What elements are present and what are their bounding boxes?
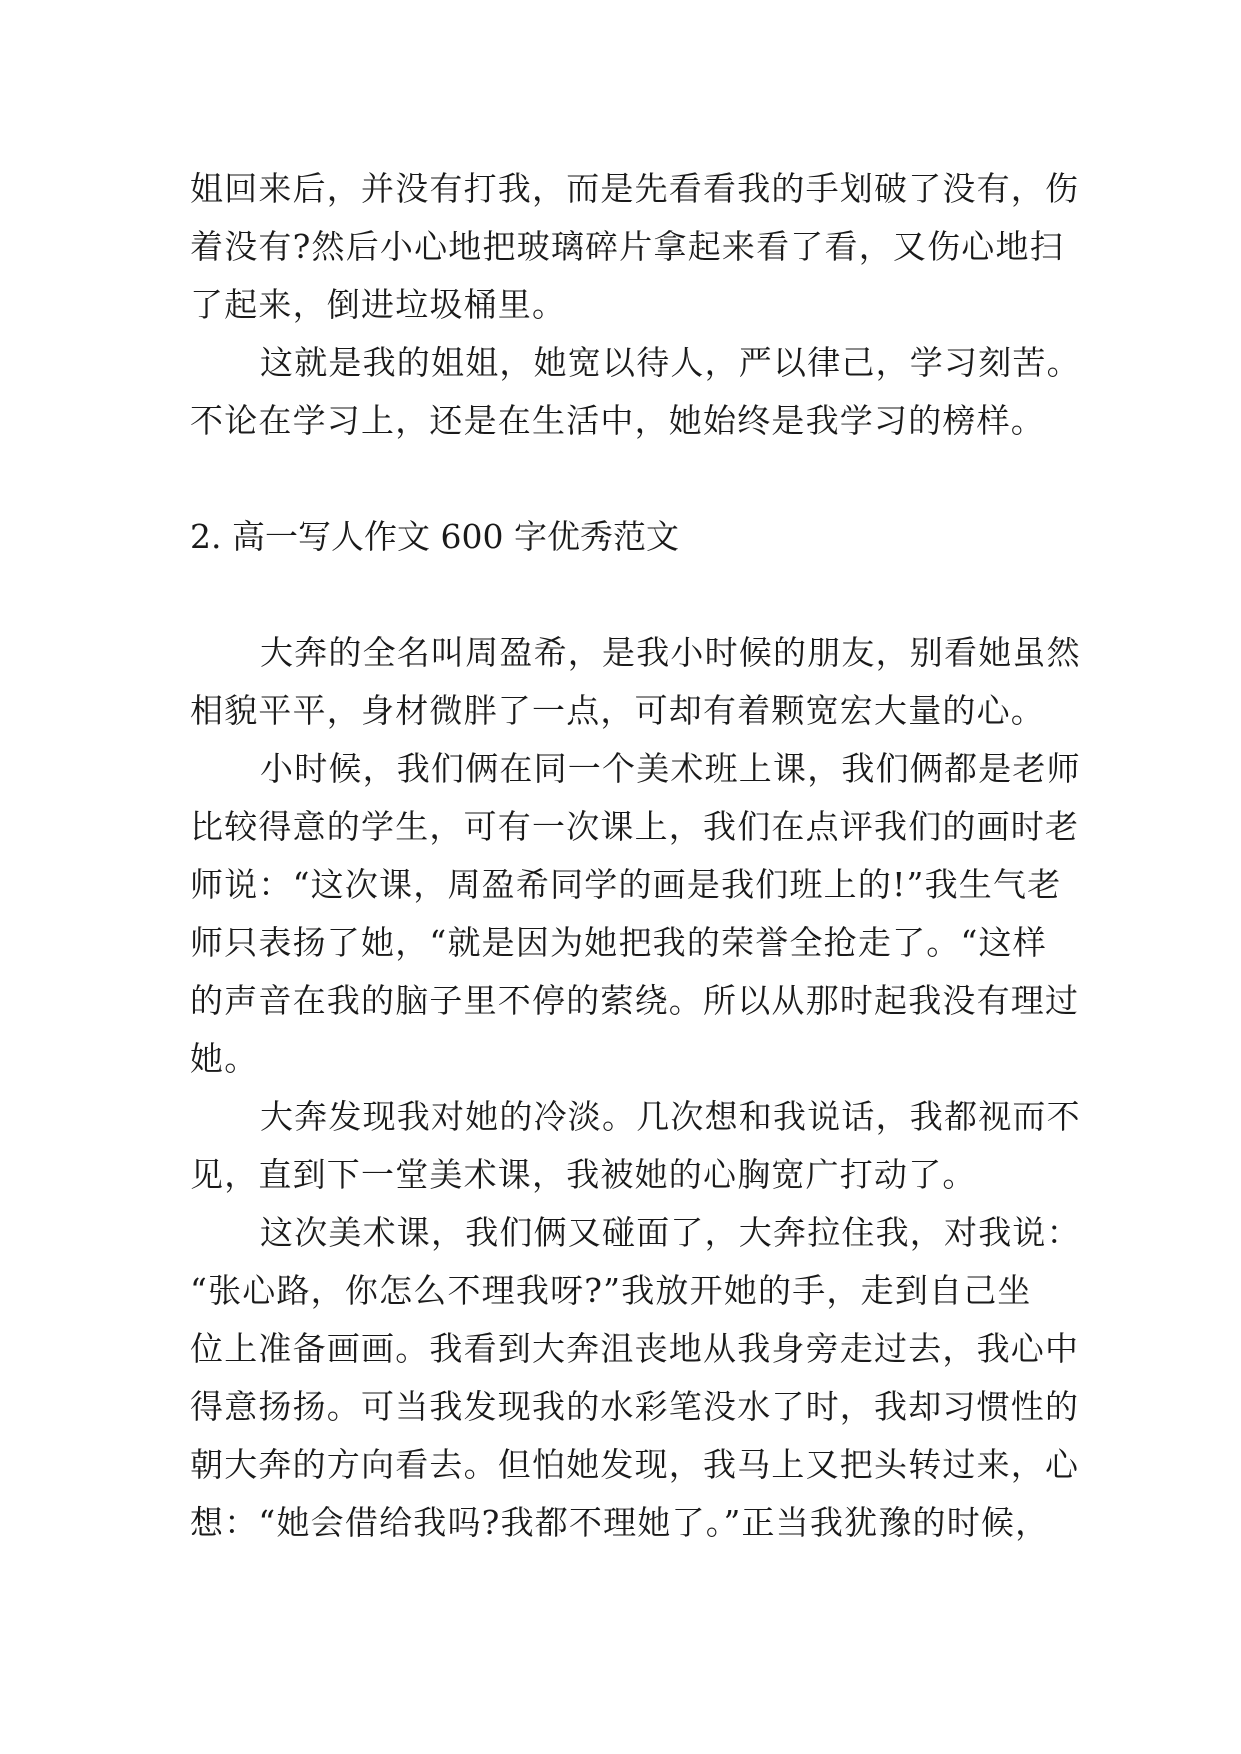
text-line: 位上准备画画。我看到大奔沮丧地从我身旁走过去，我心中 (190, 1329, 1080, 1368)
text-line: 小时候，我们俩在同一个美术班上课，我们俩都是老师 (260, 749, 1081, 788)
text-line: “张心路，你怎么不理我呀?”我放开她的手，走到自己坐 (190, 1271, 1032, 1310)
text-line: 姐回来后，并没有打我，而是先看看我的手划破了没有，伤 (190, 169, 1080, 208)
text-line: 师说：“这次课，周盈希同学的画是我们班上的!”我生气老 (190, 865, 1062, 904)
section-1 (190, 160, 1081, 450)
text-line: 的声音在我的脑子里不停的萦绕。所以从那时起我没有理过 (190, 981, 1080, 1020)
document-page (190, 160, 1081, 1552)
text-line: 师只表扬了她，“就是因为她把我的荣誉全抢走了。“这样 (190, 923, 1047, 962)
text-line: 这次美术课，我们俩又碰面了，大奔拉住我，对我说： (260, 1213, 1081, 1252)
section-2 (190, 624, 1081, 1552)
text-line: 不论在学习上，还是在生活中，她始终是我学习的榜样。 (190, 401, 1045, 440)
section-heading: 2. 高一写人作文 600 字优秀范文 (190, 517, 679, 556)
text-line: 着没有?然后小心地把玻璃碎片拿起来看了看，又伤心地扫 (190, 227, 1064, 266)
text-line: 这就是我的姐姐，她宽以待人，严以律己，学习刻苦。 (260, 343, 1081, 382)
text-line: 见，直到下一堂美术课，我被她的心胸宽广打动了。 (190, 1155, 977, 1194)
text-line: 了起来，倒进垃圾桶里。 (190, 285, 567, 324)
text-line: 想：“她会借给我吗?我都不理她了。”正当我犹豫的时候， (190, 1503, 1050, 1542)
text-line: 比较得意的学生，可有一次课上，我们在点评我们的画时老 (190, 807, 1080, 846)
text-line: 大奔的全名叫周盈希，是我小时候的朋友，别看她虽然 (260, 633, 1081, 672)
text-line: 朝大奔的方向看去。但怕她发现，我马上又把头转过来，心 (190, 1445, 1080, 1484)
text-line: 大奔发现我对她的冷淡。几次想和我说话，我都视而不 (260, 1097, 1081, 1136)
text-line: 她。 (190, 1039, 259, 1078)
text-line: 相貌平平，身材微胖了一点，可却有着颗宽宏大量的心。 (190, 691, 1045, 730)
text-line: 得意扬扬。可当我发现我的水彩笔没水了时，我却习惯性的 (190, 1387, 1080, 1426)
